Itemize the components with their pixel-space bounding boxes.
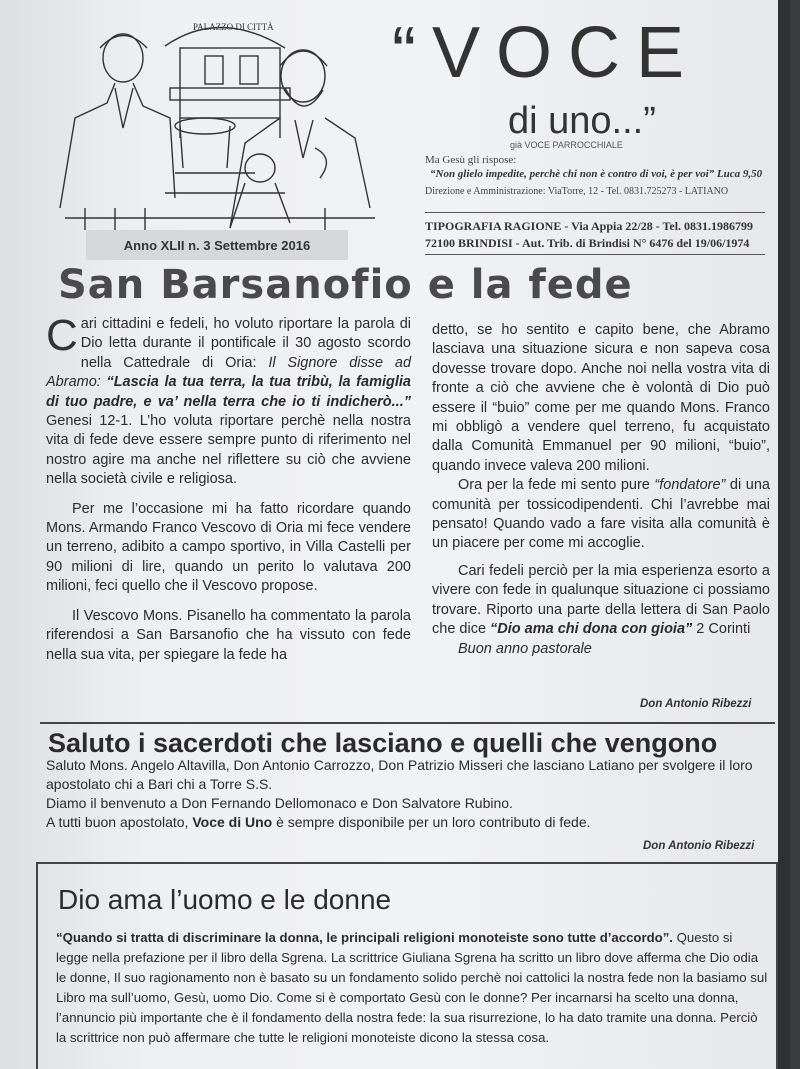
printer-info-1: TIPOGRAFIA RAGIONE - Via Appia 22/28 - Tel. 0831.1986799 <box>425 219 754 233</box>
text-run: ari cittadini e fedeli, ho voluto riportare la parola di Dio letta durante il pontificale il 30 agosto scordo nella Cattedrale di Oria: <box>80 316 411 371</box>
article2-signature: Don Antonio Ribezzi <box>643 840 755 852</box>
masthead-divider <box>425 212 765 213</box>
article2-line: Diamo il benvenuto a Don Fernando Dellomonaco e Don Salvatore Rubino. <box>46 795 513 811</box>
article-signature: Don Antonio Ribezzi <box>640 698 752 710</box>
article-right-column <box>432 321 770 659</box>
article3-lead: “Quando si tratta di discriminare la donna, le principali religioni monoteiste sono tutte d’accordo”. <box>56 930 673 945</box>
background-edge <box>778 0 790 1069</box>
text-italic: “fondatore” <box>654 477 726 494</box>
drop-cap: C <box>46 311 78 360</box>
article-paragraph <box>46 311 412 490</box>
article-left-column <box>46 311 412 665</box>
scripture-quote: “Dio ama chi dona con gioia” <box>490 621 693 638</box>
article-paragraph: Per me l’occasione mi ha fatto ricordare quando Mons. Armando Franco Vescovo di Oria mi fece vendere un terreno, adibito a campo sportivo, in Villa Castelli per 90 milioni di lire, quando un perito lo valutava 200 milioni, feci quello che il Vescovo propose. <box>46 500 411 595</box>
direction-info: Direzione e Amministrazione: ViaTorre, 12 - Tel. 0831.725273 - LATIANO <box>425 186 729 197</box>
text-run: La scrittrice Giuliana Sgrena ha scritto un libro dove afferma che Dio odia le donne, Il suo ragionamento non è basato su un fondamento solido perchè noi cattolici la nostra fede non la basiamo sul Libro ma sull’uomo, Gesù, uomo Dio. Come si è comportato Gesù con le donne? Per incarnarsi ha scelto una donna, l’annuncio più importante che è il fondamento della nostra fede: la sua risurrezione, lo ha dato tramite una donna. Perciò la scrittrice non può affermare che tutte le religioni monoteiste dicono la stessa cosa. <box>56 950 768 1045</box>
closing-line: Buon anno pastorale <box>458 640 592 657</box>
newspaper-title: “VOCE <box>392 13 701 93</box>
article-paragraph: detto, se ho sentito e capito bene, che Abramo lasciava una situazione sicura e non sapeva cosa dovesse trovare dopo. Anche noi nella vostra vita di fronte a ciò che avviene che è volontà di Dio può essere il “buio” come per me quando Mons. Franco mi obbligò a vendere quel terreno, fu acquistato dalla Comunità Emmanuel per 90 milioni, “buio”, quando invece valeva 200 milioni. <box>432 322 770 474</box>
article3-box <box>36 862 778 1069</box>
text-run: è sempre disponibile per un loro contributo di fede. <box>272 814 591 830</box>
quote-text: “Non glielo impedite, perchè chi non è contro di voi, è per voi” Luca 9,50 <box>430 168 763 180</box>
text-run: 2 Corinti <box>692 621 751 638</box>
article-headline: San Barsanofio e la fede <box>58 262 633 308</box>
text-run: Questo si legge nella prefazione per il libro della Sgrena. <box>56 930 733 965</box>
masthead-illustration <box>55 8 385 233</box>
text-bold: Voce di Uno <box>192 814 273 830</box>
newspaper-subtitle: di uno...” <box>508 100 656 142</box>
article3-body <box>56 928 768 1048</box>
article3-headline: Dio ama l’uomo e le donne <box>58 884 392 915</box>
issue-label: Anno XLII n. 3 Settembre 2016 <box>86 230 348 260</box>
scripture-quote: “Lascia la tua terra, la tua tribù, la famiglia di tuo padre, e va’ nella terra che io ti indicherò...” <box>46 374 411 410</box>
masthead-bottom-divider <box>425 254 765 255</box>
article-paragraph: Il Vescovo Mons. Pisanello ha commentato la parola riferendosi a San Barsanofio che ha vissuto con fede nella sua vita, per spiegare la fede ha <box>46 607 411 663</box>
illustration-caption: PALAZZO DI CITTÀ <box>193 22 274 32</box>
text-run: A tutti buon apostolato, <box>46 814 193 830</box>
quote-intro: Ma Gesù gli rispose: <box>425 154 517 166</box>
text-run: Cari fedeli perciò per la mia esperienza esorto a vivere con fede in qualunque situazione ci possiamo trovare. Riporto una parte della lettera di San Paolo che dice <box>432 562 770 638</box>
text-italic: Il Signore disse ad Abramo: <box>46 354 412 391</box>
text-run: Ora per la fede mi sento pure <box>458 477 655 494</box>
text-run: Genesi 12-1. L’ho voluta riportare perchè nella nostra vita di fede deve essere sempre punto di riferimento nel nostro agire ma anche nel riflettere su ciò che avviene nella società civile e religiosa. <box>46 413 411 488</box>
article-paragraph <box>432 476 770 554</box>
previous-name: già VOCE PARROCCHIALE <box>510 140 623 150</box>
article2-headline: Saluto i sacerdoti che lasciano e quelli che vengono <box>48 728 718 758</box>
article2-body <box>46 756 771 832</box>
article2-line: Saluto Mons. Angelo Altavilla, Don Antonio Carrozzo, Don Patrizio Misseri che lasciano Latiano per svolgere il loro apostolato chi a Bari chi a Torre S.S. <box>46 757 753 792</box>
printer-info-2: 72100 BRINDISI - Aut. Trib. di Brindisi N° 6476 del 19/06/1974 <box>425 236 750 250</box>
text-run: di una comunità per tossicodipendenti. Chi l’avrebbe mai pensato! Quando vado a fare visita alla comunità è un piacere per come mi accoglie. <box>432 477 770 552</box>
article-paragraph <box>432 562 770 640</box>
section-divider <box>40 722 775 724</box>
article2-line <box>46 813 771 832</box>
